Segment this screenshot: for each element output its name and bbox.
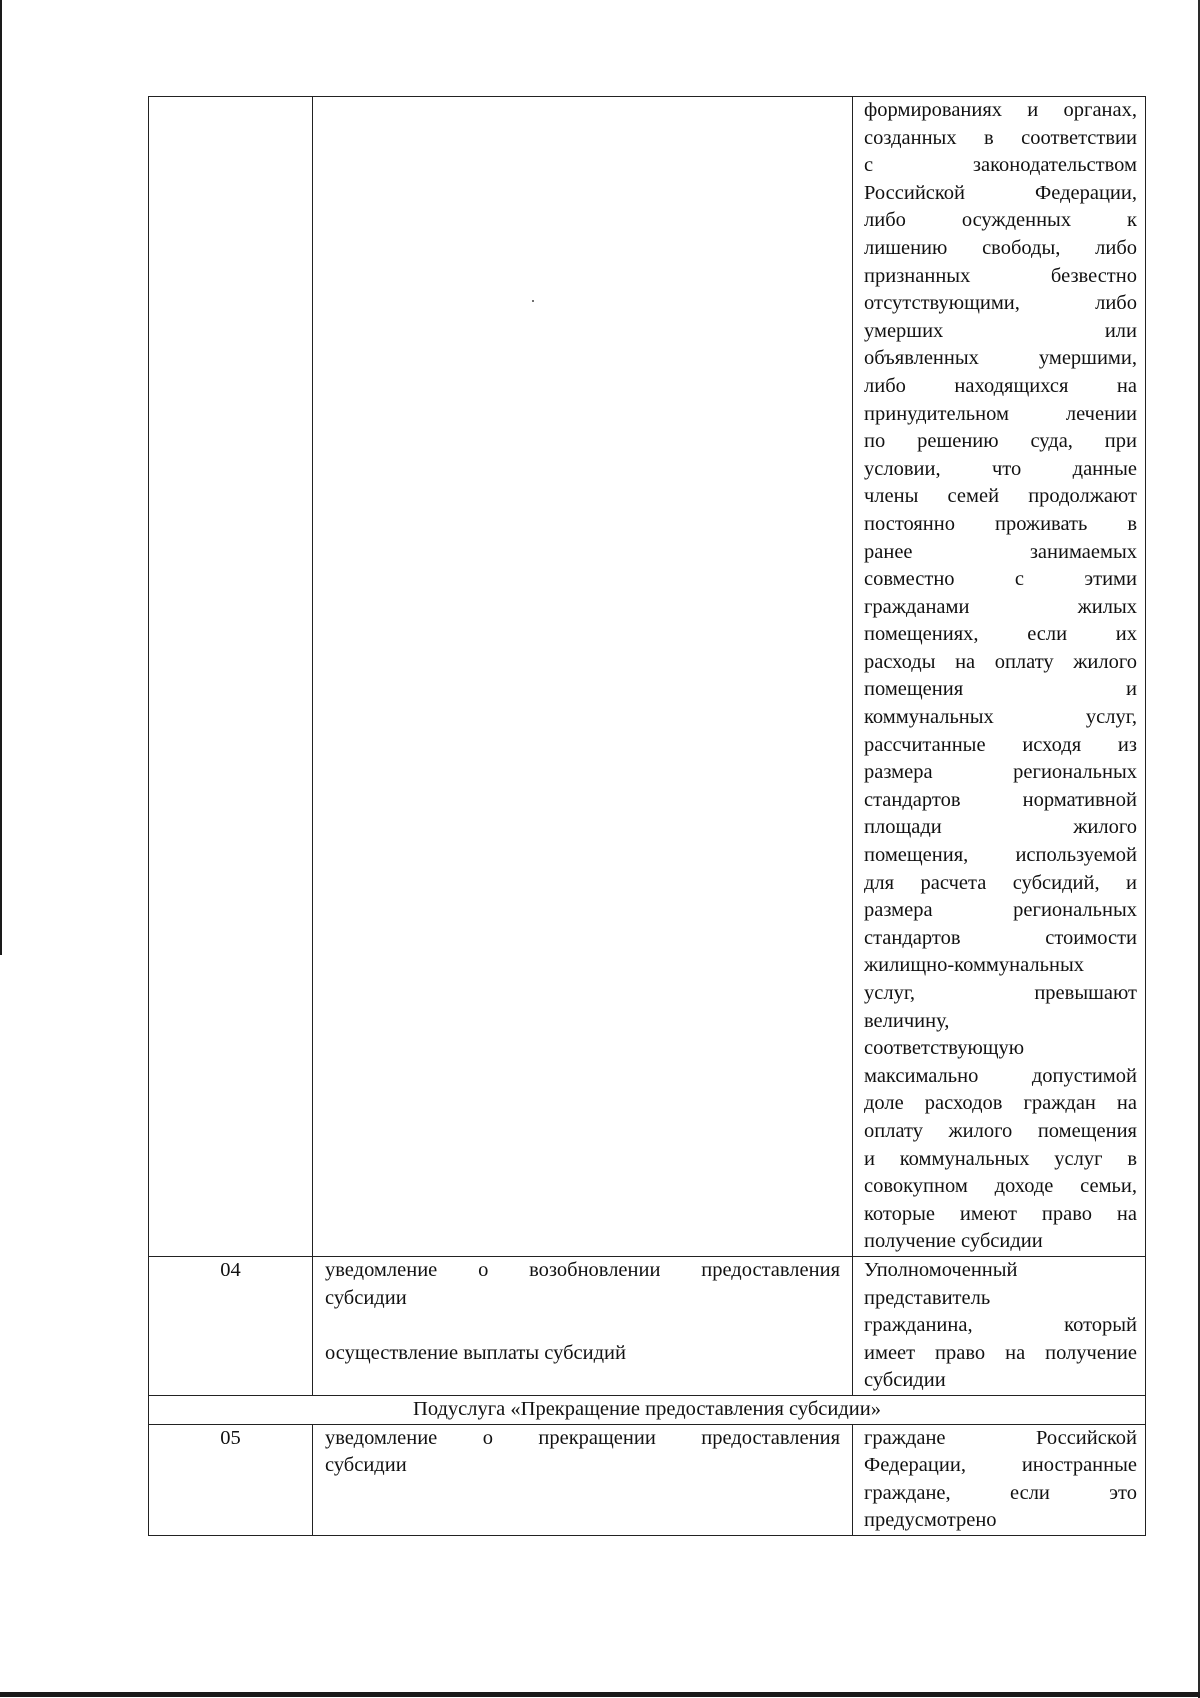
- applicants-line: которые имеют право на: [864, 1202, 1137, 1225]
- table-row-04: [149, 1256, 1146, 1395]
- applicants-line: размера региональных: [864, 899, 1137, 922]
- applicants-line: по решению суда, при: [864, 430, 1137, 453]
- applicants-line: умерших или: [864, 319, 1137, 342]
- applicants-line: с законодательством: [864, 154, 1137, 177]
- applicants-line: получение субсидии: [864, 1230, 1043, 1253]
- applicants-line: доле расходов граждан на: [864, 1092, 1137, 1115]
- applicants-line: величину,: [864, 1009, 950, 1032]
- applicants-line: помещения, используемой: [864, 844, 1137, 867]
- applicants-cell: [853, 1424, 1146, 1535]
- applicants-line: представитель: [864, 1286, 991, 1309]
- applicants-line: граждане, если это: [864, 1481, 1137, 1504]
- services-table: [148, 96, 1146, 1536]
- applicants-line: постоянно проживать в: [864, 512, 1137, 535]
- applicants-line: объявленных умершими,: [864, 347, 1137, 370]
- table-row-continuation: [149, 97, 1146, 1257]
- table-row-05: [149, 1424, 1146, 1535]
- applicants-line: соответствующую: [864, 1037, 1025, 1060]
- code-cell: [149, 1256, 313, 1395]
- applicants-line: ранее занимаемых: [864, 540, 1137, 563]
- code-cell: [149, 97, 313, 1257]
- applicants-line: максимально допустимой: [864, 1064, 1137, 1087]
- applicants-line: для расчета субсидий, и: [864, 871, 1137, 894]
- applicants-line: совместно с этими: [864, 568, 1137, 591]
- applicants-line: рассчитанные исходя из: [864, 733, 1137, 756]
- row-code: 04: [220, 1258, 241, 1281]
- applicants-line: гражданина, который: [864, 1314, 1137, 1337]
- subservice-heading: Подуслуга «Прекращение предоставления субсидии»: [413, 1397, 881, 1420]
- applicants-cell: [853, 1256, 1146, 1395]
- applicants-line: условии, что данные: [864, 457, 1137, 480]
- applicants-line: отсутствующими, либо: [864, 292, 1137, 315]
- applicants-line: признанных безвестно: [864, 264, 1137, 287]
- description-line: уведомление о прекращении предоставления: [325, 1426, 840, 1449]
- applicants-text: [853, 1425, 1145, 1535]
- applicants-line: стандартов стоимости: [864, 926, 1137, 949]
- applicants-line: площади жилого: [864, 816, 1137, 839]
- applicants-line: и коммунальных услуг в: [864, 1147, 1137, 1170]
- blank-line: [325, 1312, 840, 1340]
- applicants-line: жилищно-коммунальных: [864, 954, 1084, 977]
- applicants-line: размера региональных: [864, 761, 1137, 784]
- applicants-line: принудительном лечении: [864, 402, 1137, 425]
- applicants-line: стандартов нормативной: [864, 788, 1137, 811]
- description-cell: [313, 1256, 853, 1395]
- applicants-line: граждане Российской: [864, 1426, 1137, 1449]
- applicants-line: совокупном доходе семьи,: [864, 1175, 1137, 1198]
- applicants-line: Федерации, иностранные: [864, 1454, 1137, 1477]
- applicants-text: [853, 1257, 1145, 1395]
- applicants-line: оплату жилого помещения: [864, 1119, 1137, 1142]
- applicants-line: формированиях и органах,: [864, 99, 1137, 121]
- applicants-line: члены семей продолжают: [864, 485, 1137, 508]
- scan-bottom-edge: [0, 1692, 1200, 1697]
- applicants-text: [853, 97, 1145, 1256]
- applicants-line: Российской Федерации,: [864, 181, 1137, 204]
- description-line: осуществление выплаты субсидий: [325, 1341, 626, 1364]
- code-cell: [149, 1424, 313, 1535]
- applicants-line: созданных в соответствии: [864, 126, 1137, 149]
- applicants-line: либо находящихся на: [864, 374, 1137, 397]
- applicants-line: помещения и: [864, 678, 1137, 701]
- applicants-line: имеет право на получение: [864, 1341, 1137, 1364]
- applicants-line: коммунальных услуг,: [864, 706, 1137, 729]
- description-line: уведомление о возобновлении предоставления: [325, 1258, 840, 1281]
- description-cell: [313, 97, 853, 1257]
- applicants-line: гражданами жилых: [864, 595, 1137, 618]
- applicants-line: либо осужденных к: [864, 209, 1137, 232]
- description-cell: [313, 1424, 853, 1535]
- applicants-line: субсидии: [864, 1369, 946, 1392]
- applicants-line: помещениях, если их: [864, 623, 1137, 646]
- applicants-line: лишению свободы, либо: [864, 236, 1137, 259]
- applicants-line: предусмотрено: [864, 1509, 997, 1532]
- applicants-line: услуг, превышают: [864, 982, 1137, 1004]
- row-code: 05: [220, 1426, 241, 1449]
- scan-left-edge: [0, 0, 2, 955]
- table-row-subservice: [149, 1395, 1146, 1424]
- applicants-line: Уполномоченный: [864, 1258, 1018, 1281]
- applicants-line: расходы на оплату жилого: [864, 650, 1137, 673]
- description-line: субсидии: [325, 1454, 407, 1477]
- subservice-heading-cell: [149, 1395, 1146, 1424]
- applicants-cell: [853, 97, 1146, 1257]
- description-line: субсидии: [325, 1286, 407, 1309]
